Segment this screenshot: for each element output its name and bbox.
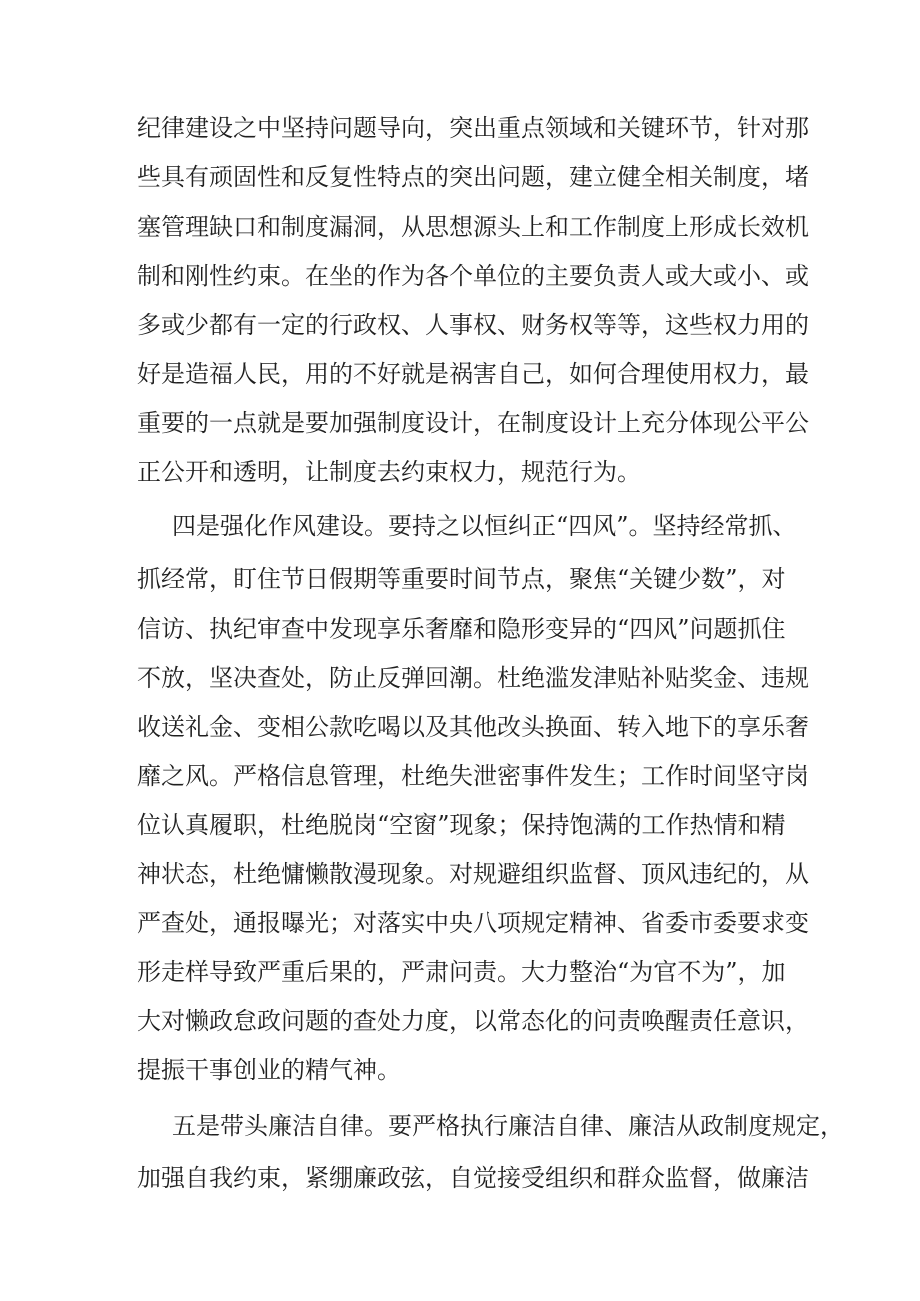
text-line: 加强自我约束，紧绷廉政弦，自觉接受组织和群众监督，做廉洁	[137, 1164, 809, 1192]
text-line: 多或少都有一定的行政权、人事权、财务权等等，这些权力用的	[137, 311, 809, 339]
text-line: 制和刚性约束。在坐的作为各个单位的主要负责人或大或小、或	[137, 262, 809, 290]
text-line: 位认真履职，杜绝脱岗“空窗”现象；保持饱满的工作热情和精	[137, 811, 786, 839]
text-line: 好是造福人民，用的不好就是祸害自己，如何合理使用权力，最	[137, 360, 809, 388]
text-line: 神状态，杜绝慵懒散漫现象。对规避组织监督、顶风违纪的，从	[137, 860, 809, 888]
text-line: 收送礼金、变相公款吃喝以及其他改头换面、转入地下的享乐奢	[137, 713, 809, 741]
text-line: 纪律建设之中坚持问题导向，突出重点领域和关键环节，针对那	[137, 114, 809, 142]
paragraph-heading-4: 四是强化作风建设。要持之以恒纠正“四风”。坚持经常抓、	[172, 512, 797, 540]
text-line: 重要的一点就是要加强制度设计，在制度设计上充分体现公平公	[137, 409, 809, 437]
text-line: 靡之风。严格信息管理，杜绝失泄密事件发生；工作时间坚守岗	[137, 762, 809, 790]
text-line: 正公开和透明，让制度去约束权力，规范行为。	[137, 458, 641, 486]
text-line: 提振干事创业的精气神。	[137, 1056, 401, 1084]
text-line: 不放，坚决查处，防止反弹回潮。杜绝滥发津贴补贴奖金、违规	[137, 664, 809, 692]
text-line: 大对懒政怠政问题的查处力度，以常态化的问责唤醒责任意识，	[137, 1007, 809, 1035]
text-line: 塞管理缺口和制度漏洞，从思想源头上和工作制度上形成长效机	[137, 213, 809, 241]
text-line: 严查处，通报曝光；对落实中央八项规定精神、省委市委要求变	[137, 909, 809, 937]
text-line: 信访、执纪审查中发现享乐奢靡和隐形变异的“四风”问题抓住	[137, 615, 786, 643]
paragraph-heading-5: 五是带头廉洁自律。要严格执行廉洁自律、廉洁从政制度规定，	[172, 1112, 844, 1140]
text-line: 形走样导致严重后果的，严肃问责。大力整治“为官不为”，加	[137, 958, 786, 986]
text-line: 抓经常，盯住节日假期等重要时间节点，聚焦“关键少数”，对	[137, 565, 786, 593]
text-line: 些具有顽固性和反复性特点的突出问题，建立健全相关制度，堵	[137, 163, 809, 191]
